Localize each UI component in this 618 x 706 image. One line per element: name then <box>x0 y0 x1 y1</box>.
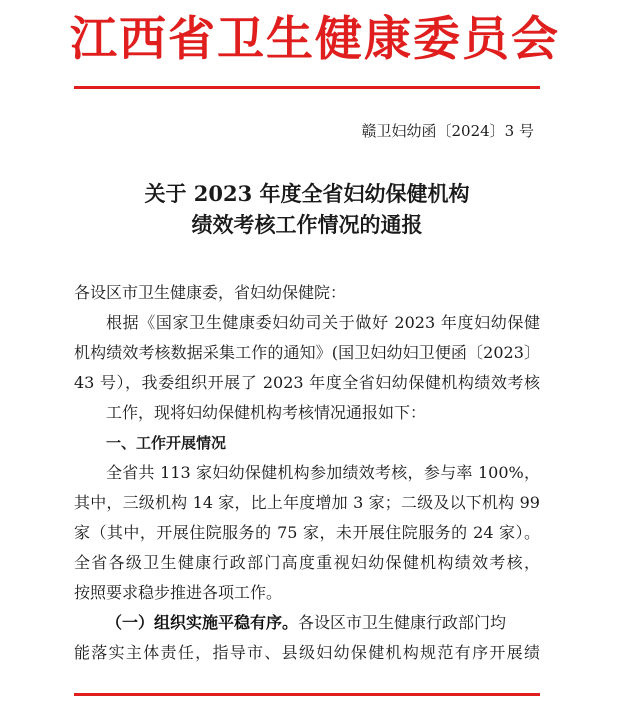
intro-line-4: 工作，现将妇幼保健机构考核情况通报如下： <box>106 403 427 422</box>
document-title-line-1: 关于 2023 年度全省妇幼保健机构 <box>144 181 470 206</box>
section-1-line-2: 其中，三级机构 14 家，比上年度增加 3 家；二级及以下机构 99 <box>74 493 540 512</box>
salutation: 各设区市卫生健康委，省妇幼保健院： <box>74 283 347 302</box>
section-1-heading: 一、工作开展情况 <box>106 434 227 452</box>
document-title-line-2: 绩效考核工作情况的通报 <box>191 212 423 237</box>
section-1-line-3: 家（其中，开展住院服务的 75 家，未开展住院服务的 24 家）。 <box>74 523 540 542</box>
intro-line-2: 机构绩效考核数据采集工作的通知》(国卫妇幼妇卫便函〔2023〕 <box>74 343 540 362</box>
subsection-1-heading: （一）组织实施平稳有序。 <box>106 613 299 632</box>
red-header-rule <box>74 86 540 89</box>
subsection-1-line-1 <box>74 608 540 638</box>
subsection-1-line-2: 能落实主体责任，指导市、县级妇幼保健机构规范有序开展绩 <box>74 643 540 662</box>
subsection-1-line-1-text: 各设区市卫生健康行政部门均 <box>298 613 507 632</box>
red-footer-rule <box>74 693 540 696</box>
document-body <box>74 278 540 668</box>
intro-line-3: 43 号），我委组织开展了 2023 年度全省妇幼保健机构绩效考核 <box>74 373 540 392</box>
organization-masthead: 江西省卫生健康委员会 <box>70 12 560 67</box>
section-1-line-4: 全省各级卫生健康行政部门高度重视妇幼保健机构绩效考核， <box>74 553 540 572</box>
document-number: 赣卫妇幼函〔2024〕3 号 <box>361 122 534 140</box>
intro-line-1: 根据《国家卫生健康委妇幼司关于做好 2023 年度妇幼保健 <box>106 313 540 332</box>
section-1-line-5: 按照要求稳步推进各项工作。 <box>74 583 283 602</box>
section-1-line-1: 全省共 113 家妇幼保健机构参加绩效考核，参与率 100%， <box>106 463 540 482</box>
